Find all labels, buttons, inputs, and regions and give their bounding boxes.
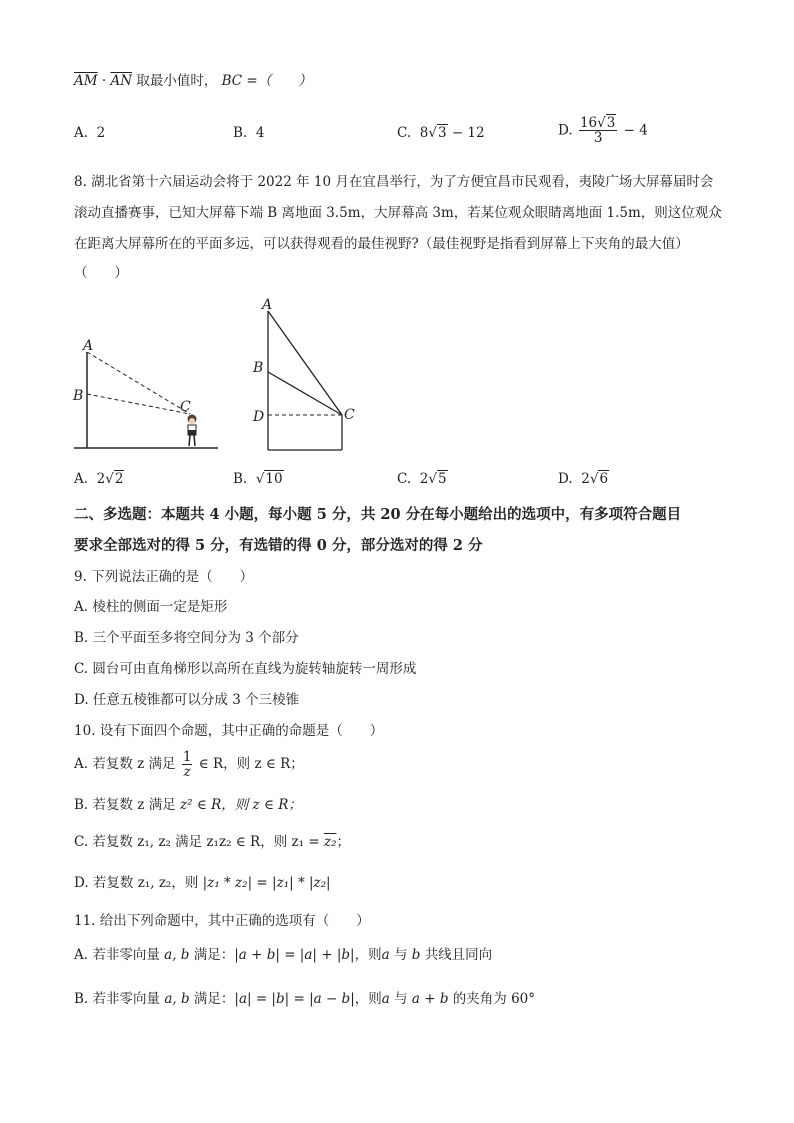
q9-option-a: A. 棱柱的侧面一定是矩形 — [74, 599, 228, 615]
q8-line-3: 在距离大屏幕所在的平面多远，可以获得观看的最佳视野?（最佳视野是指看到屏幕上下夹角的最大值） — [74, 236, 689, 252]
q9-option-c: C. 圆台可由直角梯形以高所在直线为旋转轴旋转一周形成 — [74, 661, 417, 677]
label-d: D — [253, 409, 265, 425]
label-b: B — [73, 388, 84, 404]
label-c: C — [344, 407, 355, 423]
line-ac — [268, 311, 342, 415]
q10-stem: 10. 设有下面四个命题，其中正确的命题是（ ） — [74, 723, 384, 739]
q9-option-b: B. 三个平面至多将空间分为 3 个部分 — [74, 630, 299, 646]
q11-option-a: A. 若非零向量 a, b 满足：|a + b| = |a| + |b|，则a 与 b 共线且同向 — [74, 947, 493, 963]
q9-option-d: D. 任意五棱锥都可以分成 3 个三棱锥 — [74, 692, 300, 708]
q7-option-a: A. 2 — [74, 125, 106, 141]
q7-tail-line — [74, 72, 312, 90]
q7-option-d: D. $\frac{16√3}{3}$ − 4 — [558, 115, 648, 146]
q8-line-2: 滚动直播赛事，已知大屏幕下端 B 离地面 3.5m，大屏幕高 3m，若某位观众眼睛离地面 1.5m，则这位观众 — [74, 205, 722, 221]
q11-option-b: B. 若非零向量 a, b 满足：|a| = |b| = |a − b|，则a 与 a + b 的夹角为 60° — [74, 991, 536, 1007]
section-2-heading-line-2: 要求全部选对的得 5 分，有选错的得 0 分，部分选对的得 2 分 — [74, 537, 483, 554]
label-a: A — [262, 297, 273, 313]
q10-option-a: A. 若复数 z 满足 $\frac{1}{z}$ ∈ R，则 z ∈ R； — [74, 749, 304, 780]
vector-an: $\overline{AN}$ — [110, 73, 133, 89]
q8-option-d: D. 2√6 — [558, 471, 609, 487]
q10-option-d: D. 若复数 z₁, z₂，则 |z₁ * z₂| = |z₁| * |z₂| — [74, 875, 331, 891]
q10-a-fraction: $\frac{1}{z}$ — [182, 749, 192, 780]
section-2-heading-line-1: 二、多选题：本题共 4 小题，每小题 5 分，共 20 分在每小题给出的选项中，有多项符合题目 — [74, 506, 682, 523]
line-bc — [268, 372, 342, 415]
viewer-figure — [188, 415, 197, 447]
sight-line-a — [87, 352, 190, 414]
q10-option-c: C. 若复数 z₁, z₂ 满足 z₁z₂ ∈ R，则 z₁ = z₂； — [74, 834, 350, 850]
q8-figure-left — [70, 330, 220, 455]
label-a: A — [83, 338, 94, 354]
q7-text: 取最小值时， — [136, 73, 218, 89]
q8-option-b: B. √10 — [233, 471, 283, 487]
sight-line-b — [87, 394, 190, 414]
q11-stem: 11. 给出下列命题中，其中正确的选项有（ ） — [74, 913, 370, 929]
q7-option-b: B. 4 — [233, 125, 265, 141]
label-b: B — [253, 360, 264, 376]
q7-option-c: C. 8√3 − 12 — [397, 125, 485, 141]
vector-am: $\overline{AM}$ — [74, 73, 98, 89]
label-c: C — [180, 399, 191, 415]
q8-option-c: C. 2√5 — [397, 471, 447, 487]
q10-option-b: B. 若复数 z 满足 z² ∈ R，则 z ∈ R； — [74, 797, 302, 813]
q8-line-1: 8. 湖北省第十六届运动会将于 2022 年 10 月在宜昌举行，为了方便宜昌市民观看，夷陵广场大屏幕届时会 — [74, 174, 714, 190]
q7-d-fraction: $\frac{16√3}{3}$ — [579, 115, 616, 146]
q8-line-4: （ ） — [74, 265, 128, 281]
q8-figure-right — [248, 295, 363, 455]
dot-operator: · — [101, 73, 107, 89]
q8-option-a: A. 2√2 — [74, 471, 124, 487]
q9-stem: 9. 下列说法正确的是（ ） — [74, 569, 254, 585]
q7-expr: BC =（ ） — [221, 73, 312, 89]
